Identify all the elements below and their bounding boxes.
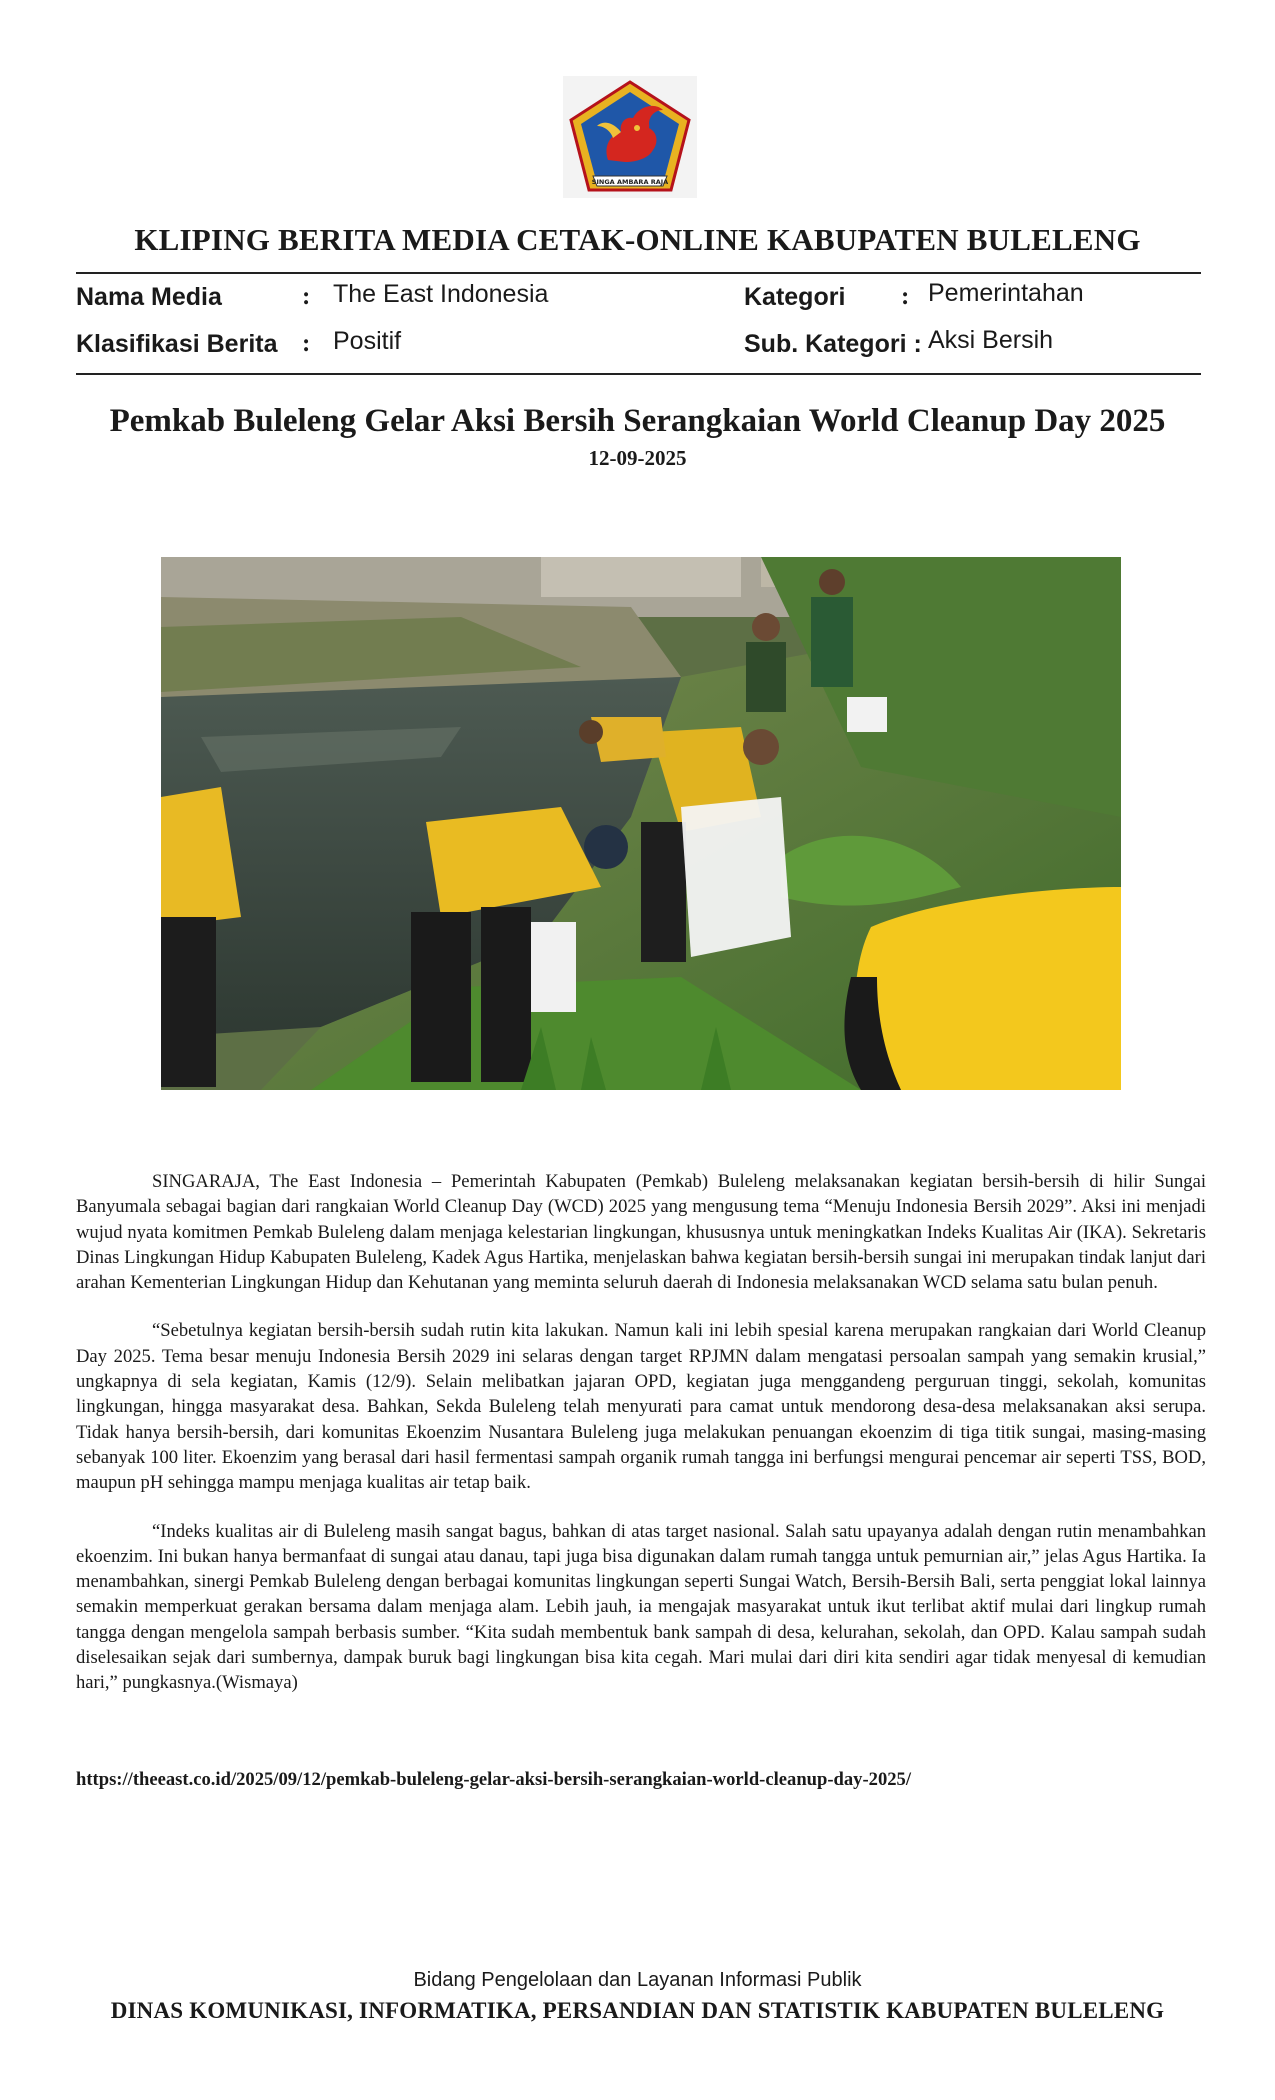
- source-url: https://theeast.co.id/2025/09/12/pemkab-buleleng-gelar-aksi-bersih-serangkaian-world-cleanup-day-2025/: [76, 1769, 912, 1790]
- emblem-text: SINGA AMBARA RAJA: [591, 178, 669, 186]
- header-divider-bottom: [76, 373, 1201, 375]
- article-date: 12-09-2025: [588, 446, 687, 470]
- article-photo: [161, 557, 1121, 1090]
- category-label: Kategori: [744, 283, 846, 311]
- classification-colon: :: [302, 330, 311, 357]
- media-name-label: Nama Media: [76, 283, 222, 311]
- header-divider-top: [76, 272, 1201, 274]
- footer-agency: DINAS KOMUNIKASI, INFORMATIKA, PERSANDIAN DAN STATISTIK KABUPATEN BULELENG: [110, 1998, 1165, 2023]
- article-paragraph-2: “Sebetulnya kegiatan bersih-bersih sudah rutin kita lakukan. Namun kali ini lebih spesial karena merupakan rangkaian dari World Cleanup Day 2025. Tema besar menuju Indonesia Bersih 2029 ini selaras dengan target RPJMN dalam mengatasi persoalan sampah yang semakin krusial,” ungkapnya di sela kegiatan, Kamis (12/9). Selain melibatkan jajaran OPD, kegiatan juga menggandeng perguruan tinggi, sekolah, komunitas lingkungan, hingga masyarakat desa. Bahkan, Sekda Buleleng telah menyurati para camat untuk mendorong desa-desa melaksanakan aksi serupa. Tidak hanya bersih-bersih, dari komunitas Ekoenzim Nusantara Buleleng juga melakukan penuangan ekoenzim di tiga titik sungai, masing-masing sebanyak 100 liter. Ekoenzim yang berasal dari hasil fermentasi sampah organik rumah tangga ini berfungsi mengurai pencemar air seperti TSS, BOD, maupun pH sehingga mampu menjaga kualitas air tetap baik.: [76, 1320, 1206, 1494]
- article-paragraph-3: “Indeks kualitas air di Buleleng masih sangat bagus, bahkan di atas target nasional. Salah satu upayanya adalah dengan rutin menambahkan ekoenzim. Ini bukan hanya bermanfaat di sungai atau danau, tapi juga bisa digunakan dalam rumah tangga untuk pemurnian air,” jelas Agus Hartika. Ia menambahkan, sinergi Pemkab Buleleng dengan berbagai komunitas lingkungan seperti Sungai Watch, Bersih-Bersih Bali, serta penggiat lokal lainnya semakin memperkuat gerakan bersama dalam menjaga alam. Lebih jauh, ia mengajak masyarakat untuk ikut terlibat aktif mulai dari lingkup rumah tangga dengan mengelola sampah berbasis sumber. “Kita sudah membentuk bank sampah di desa, kelurahan, sekolah, dan OPD. Kalau sampah sudah diselesaikan sejak dari sumbernya, dampak buruk bagi lingkungan bisa kita cegah. Mari mulai dari diri kita sendiri agar tidak menyesal di kemudian hari,” pungkasnya.(Wismaya): [76, 1520, 1206, 1694]
- article-paragraph-1: SINGARAJA, The East Indonesia – Pemerintah Kabupaten (Pemkab) Buleleng melaksanakan kegiatan bersih-bersih di hilir Sungai Banyumala sebagai bagian dari rangkaian World Cleanup Day (WCD) 2025 yang mengusung tema “Menuju Indonesia Bersih 2029”. Aksi ini menjadi wujud nyata komitmen Pemkab Buleleng dalam menjaga kelestarian lingkungan, khususnya untuk meningkatkan Indeks Kualitas Air (IKA). Sekretaris Dinas Lingkungan Hidup Kabupaten Buleleng, Kadek Agus Hartika, menjelaskan bahwa kegiatan bersih-bersih sungai ini merupakan tindak lanjut dari arahan Kementerian Lingkungan Hidup dan Kehutanan yang meminta seluruh daerah di Indonesia melaksanakan WCD selama satu bulan penuh.: [76, 1171, 1206, 1294]
- article-body: [76, 1169, 1206, 1719]
- clipping-header-title: KLIPING BERITA MEDIA CETAK-ONLINE KABUPATEN BULELENG: [134, 222, 1141, 257]
- category-colon: :: [901, 283, 910, 310]
- classification-value: Positif: [333, 327, 402, 355]
- media-name-colon: :: [302, 283, 311, 310]
- subcategory-value: Aksi Bersih: [928, 326, 1054, 354]
- article-title: Pemkab Buleleng Gelar Aksi Bersih Serangkaian World Cleanup Day 2025: [109, 403, 1166, 439]
- subcategory-label: Sub. Kategori :: [744, 330, 922, 358]
- category-value: Pemerintahan: [928, 279, 1084, 307]
- buleleng-emblem-logo: [563, 76, 697, 198]
- footer-division: Bidang Pengelolaan dan Layanan Informasi Publik: [413, 1969, 862, 1991]
- classification-label: Klasifikasi Berita: [76, 330, 278, 358]
- media-name-value: The East Indonesia: [333, 280, 549, 308]
